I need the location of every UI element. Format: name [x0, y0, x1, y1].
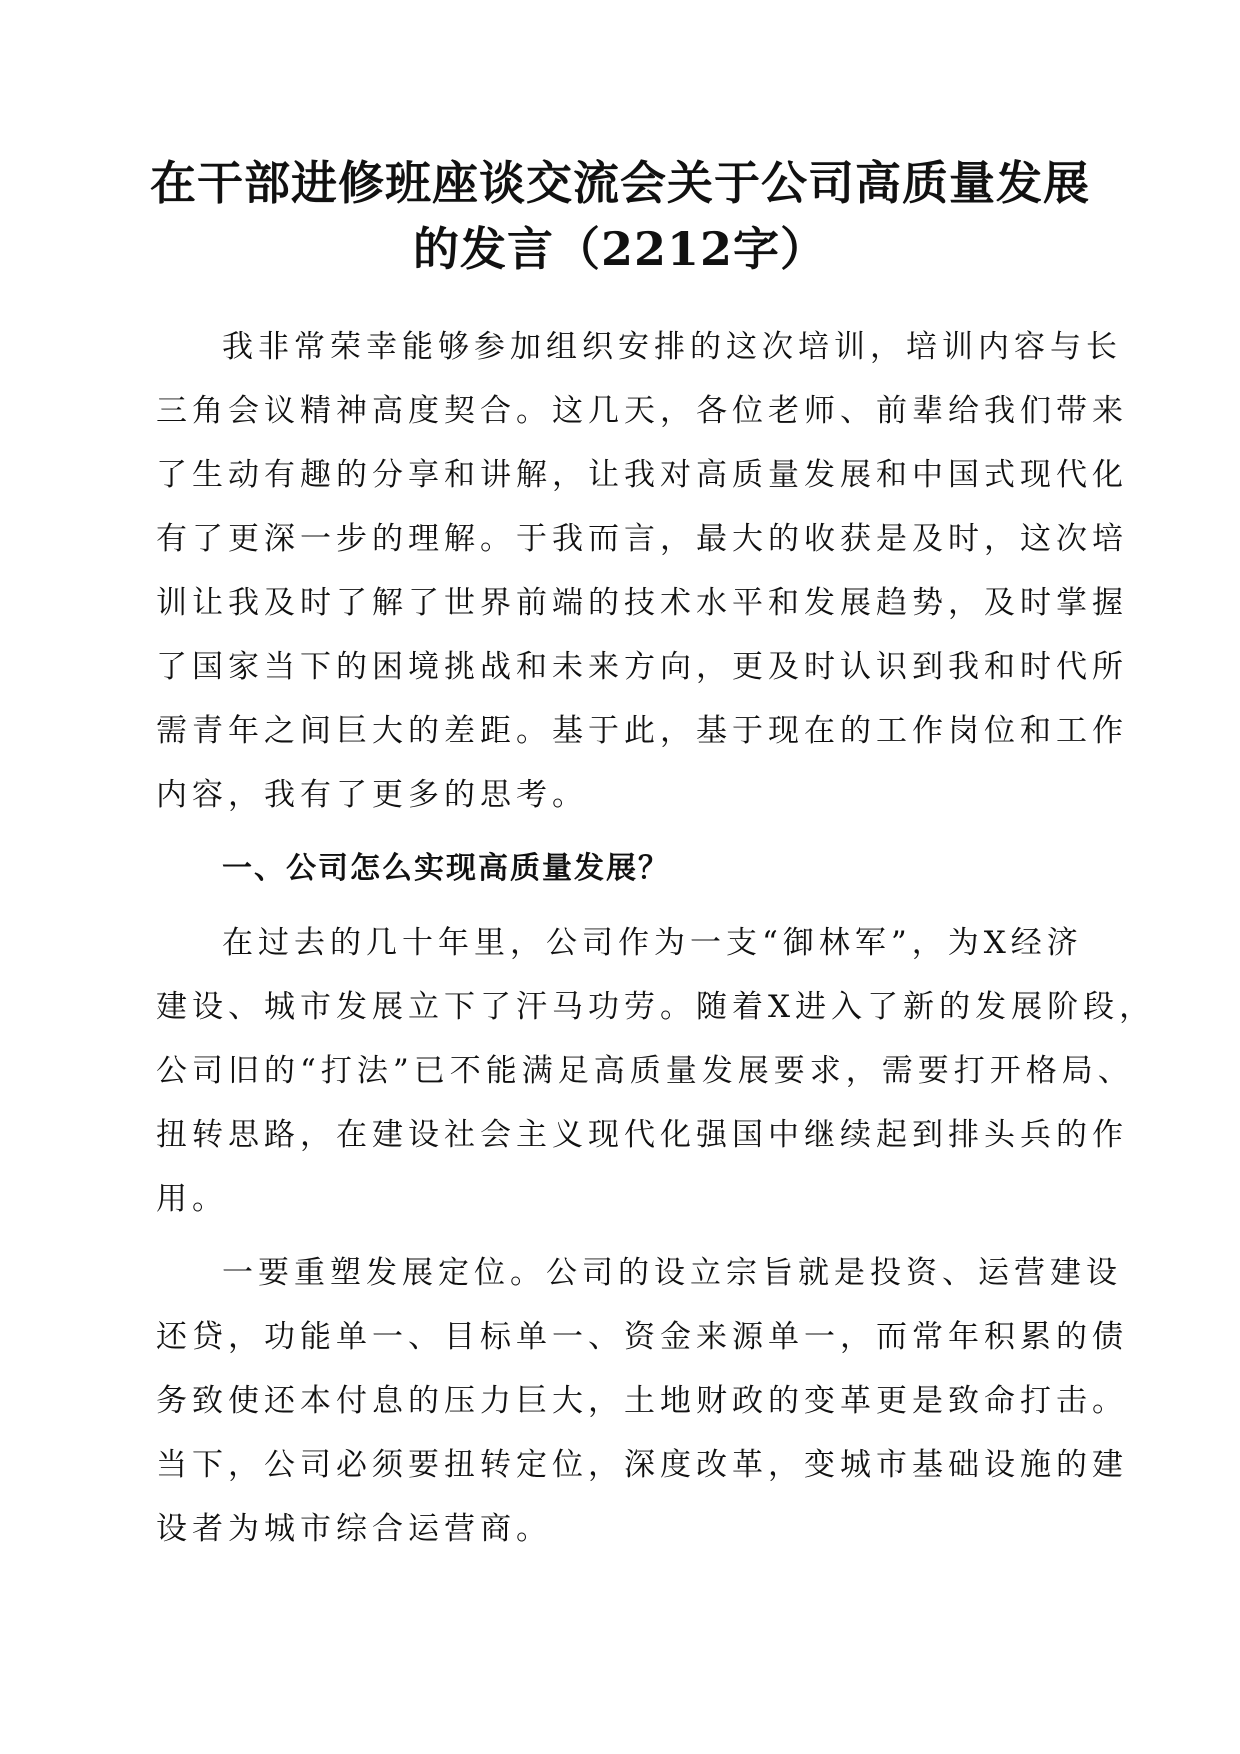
- text-line: 了国家当下的困境挑战和未来方向，更及时认识到我和时代所: [156, 649, 1128, 685]
- text-line: 扭转思路，在建设社会主义现代化强国中继续起到排头兵的作: [156, 1117, 1128, 1153]
- title-line-2: 的发言（2212字）: [412, 222, 828, 276]
- text-line: 内容，我有了更多的思考。: [156, 777, 588, 813]
- text-line: 需青年之间巨大的差距。基于此，基于现在的工作岗位和工作: [156, 713, 1128, 749]
- text-line: 我非常荣幸能够参加组织安排的这次培训，培训内容与长: [222, 329, 1122, 365]
- text-line: 训让我及时了解了世界前端的技术水平和发展趋势，及时掌握: [156, 585, 1128, 621]
- title-line-1: 在干部进修班座谈交流会关于公司高质量发展: [150, 156, 1090, 210]
- document-body: [156, 315, 1156, 1561]
- text-line: 建设、城市发展立下了汗马功劳。随着X进入了新的发展阶段，: [156, 989, 1156, 1025]
- text-line: 当下，公司必须要扭转定位，深度改革，变城市基础设施的建: [156, 1447, 1128, 1483]
- text-line: 有了更深一步的理解。于我而言，最大的收获是及时，这次培: [156, 521, 1128, 557]
- section-paragraph-1: [156, 911, 1156, 1231]
- section-heading: 一、公司怎么实现高质量发展？: [222, 851, 670, 886]
- document-title: [130, 150, 1110, 282]
- text-line: 用。: [156, 1181, 228, 1217]
- text-line: 了生动有趣的分享和讲解，让我对高质量发展和中国式现代化: [156, 457, 1128, 493]
- text-line: 一要重塑发展定位。公司的设立宗旨就是投资、运营建设: [222, 1255, 1122, 1291]
- text-line: 还贷，功能单一、目标单一、资金来源单一，而常年积累的债: [156, 1319, 1128, 1355]
- text-line: 公司旧的“打法”已不能满足高质量发展要求，需要打开格局、: [156, 1053, 1134, 1089]
- section-paragraph-2: [156, 1241, 1128, 1561]
- text-line: 设者为城市综合运营商。: [156, 1511, 552, 1547]
- text-line: 三角会议精神高度契合。这几天，各位老师、前辈给我们带来: [156, 393, 1128, 429]
- text-line: 在过去的几十年里，公司作为一支“御林军”，为X经济: [222, 925, 1083, 961]
- text-line: 务致使还本付息的压力巨大，土地财政的变革更是致命打击。: [156, 1383, 1128, 1419]
- intro-paragraph: [156, 315, 1128, 827]
